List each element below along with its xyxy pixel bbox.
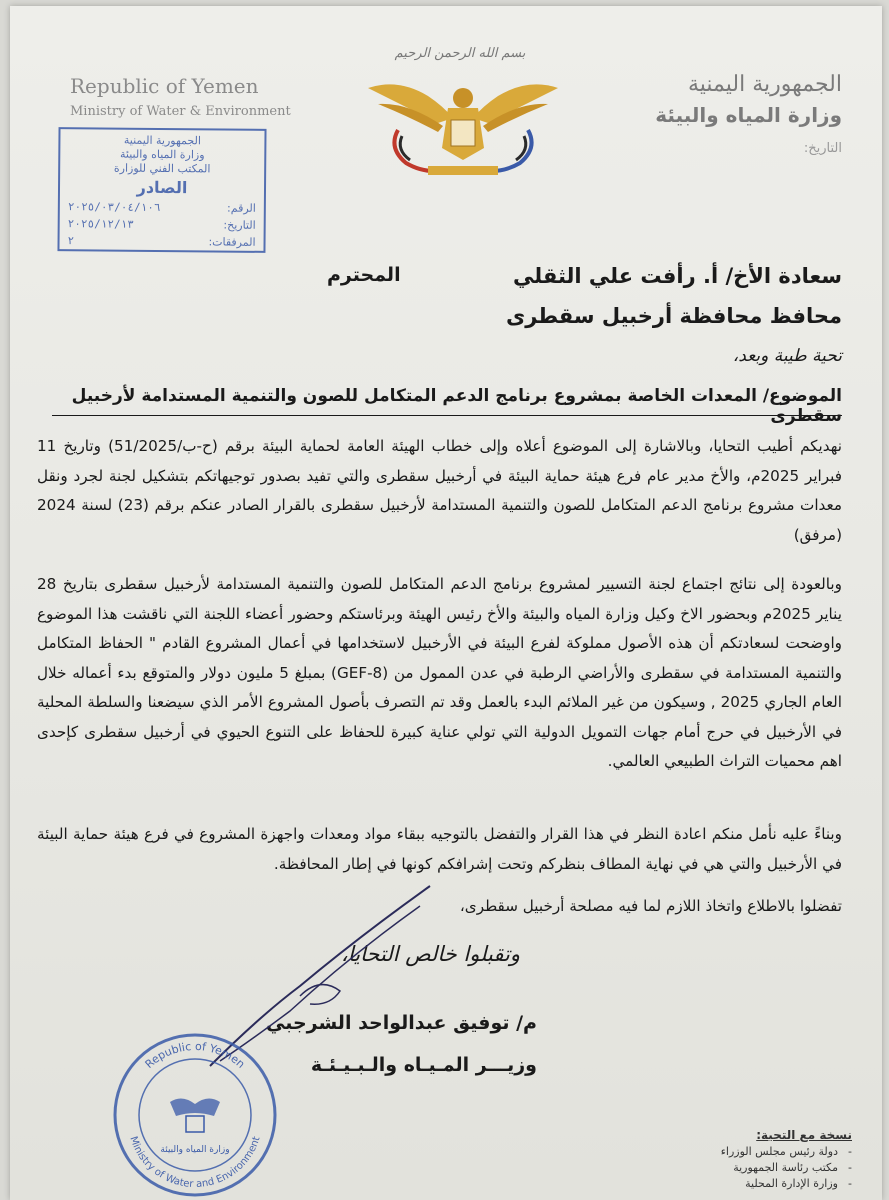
paragraph-1: نهديكم أطيب التحايا، وبالاشارة إلى الموضوع أعلاه وإلى خطاب الهيئة العامة لحماية البيئة برقم (ح-ب/51/2025) وتاريخ 11 فبراير 2025م، والأخ مدير عام فرع هيئة حماية البيئة في أرخبيل سقطرى والتي تفيد بصدور توجيهاتكم بتشكيل لجنة لجرد ونقل معدات مشروع برنامج الدعم المتكامل للصون والتنمية المستدامة لأرخبيل سقطرى بالقرار الصادر عنكم برقم (23) لسنة 2024 (مرفق) [37,437,842,544]
stamp-line2: وزارة المياه والبيئة [119,147,205,162]
copy-item: - وزارة الإدارة المحلية [721,1176,852,1192]
seal-text-bottom: Ministry of Water and Environment [127,1135,263,1191]
letter-page [10,6,882,1200]
stamp-ref-label: الرقم: [227,201,256,215]
stamp-ref-value: ٢٠٢٥/٠٣/٠٤/١٠٦ [67,200,161,214]
stamp-line3: المكتب الفني للوزارة [113,161,211,176]
greeting: تحية طيبة وبعد، [732,346,842,366]
copies-list [721,1128,852,1192]
stamp-date-value: ٢٠٢٥/١٢/١٣ [67,217,134,231]
seal-text-arabic: وزارة المياه والبيئة [160,1145,230,1155]
subject-line [37,386,842,426]
subject-text: الموضوع/ المعدات الخاصة بمشروع برنامج الدعم المتكامل للصون والتنمية المستدامة لأرخبيل سقطرى [71,386,842,426]
header-date-label: التاريخ: [803,141,842,156]
header-en-ministry: Ministry of Water & Environment [70,104,291,119]
copy-item: - مكتب رئاسة الجمهورية [721,1160,852,1176]
signer-name: م/ توفيق عبدالواحد الشرجبي [265,1012,537,1034]
header-en-country: Republic of Yemen [70,74,259,98]
honorific: المحترم [327,264,401,286]
paragraph-4: تفضلوا بالاطلاع واتخاذ اللازم لما فيه مصلحة أرخبيل سقطرى، [459,897,842,915]
header-english [70,74,291,119]
copy-item: - دولة رئيس مجلس الوزراء [721,1144,852,1160]
stamp-date-label: التاريخ: [223,218,256,232]
paragraph-3: وبناءً عليه نأمل منكم اعادة النظر في هذا القرار والتفضل بالتوجيه ببقاء مواد ومعدات واجهزة المشروع في فرع هيئة حماية البيئة في الأرخبيل والتي هي في نهاية المطاف بنظركم وتحت إشرافكم كونها في إطار المحافظة. [37,825,842,873]
stamp-line1: الجمهورية اليمنية [123,133,201,148]
header-ar-country: الجمهورية اليمنية [687,72,842,97]
signer-title: وزيـــر المـيـاه والـبـيـئـة [310,1054,537,1076]
yemen-eagle-emblem [358,68,568,178]
closing-line: وتقبلوا خالص التحايا، [341,942,520,966]
stamp-att-value: ٢ [67,234,75,248]
addressee-line2: محافظ محافظة أرخبيل سقطرى [506,304,842,328]
copies-heading: نسخة مع التحية: [756,1128,852,1142]
header-ar-ministry: وزارة المياه والبيئة [655,103,842,127]
paragraph-2: وبالعودة إلى نتائج اجتماع لجنة التسيير لمشروع برنامج الدعم المتكامل للصون والتنمية المستدامة لأرخبيل سقطرى بتاريخ 28 يناير 2025م وبحضور الاخ وكيل وزارة المياه والبيئة والأخ رئيس الهيئة وبرئاستكم وحضور أعضاء اللجنة التي ناقشت هذا الموضوع واوضحت لسعادتكم أن هذه الأصول مملوكة لفرع البيئة في الأرخبيل لاستخدامها في أعمال المشروع القادم " الحفاظ المتكامل والتنمية المستدامة في سقطرى والأراضي الرطبة في عدن الممول من (GEF-8) بمبلغ 5 مليون دولار والمتوقع بدء أعماله خلال العام الجاري 2025 , وسيكون من غير الملائم البدء بالعمل وقد تم التصرف بأصول المشروع الأمر الذي سيضعنا والسلطة المحلية في الأرخبيل في حرج أمام جهات التمويل الدولية التي تولي عناية كبيرة للحفاظ على التنوع الحيوي في أرخبيل سقطرى كإحدى اهم محميات التراث الطبيعي العالمي. [37,575,842,770]
outgoing-stamp [57,127,266,253]
svg-text:Ministry of Water and Environm [127,1135,262,1190]
addressee-name: سعادة الأخ/ أ. رأفت علي الثقلي [513,264,842,288]
basmala: بسم الله الرحمن الرحيم [394,46,526,61]
stamp-att-label: المرفقات: [208,235,256,249]
ministry-round-seal [110,1030,280,1200]
stamp-ref-row [68,198,256,217]
stamp-title: الصادر [136,177,188,198]
stamp-date-row [68,215,256,234]
addressee-line1 [37,264,842,288]
subject-underline [52,415,842,416]
stamp-att-row [67,232,255,251]
header-arabic [655,72,842,156]
seal-text-top: Republic of Yemen [142,1039,248,1071]
